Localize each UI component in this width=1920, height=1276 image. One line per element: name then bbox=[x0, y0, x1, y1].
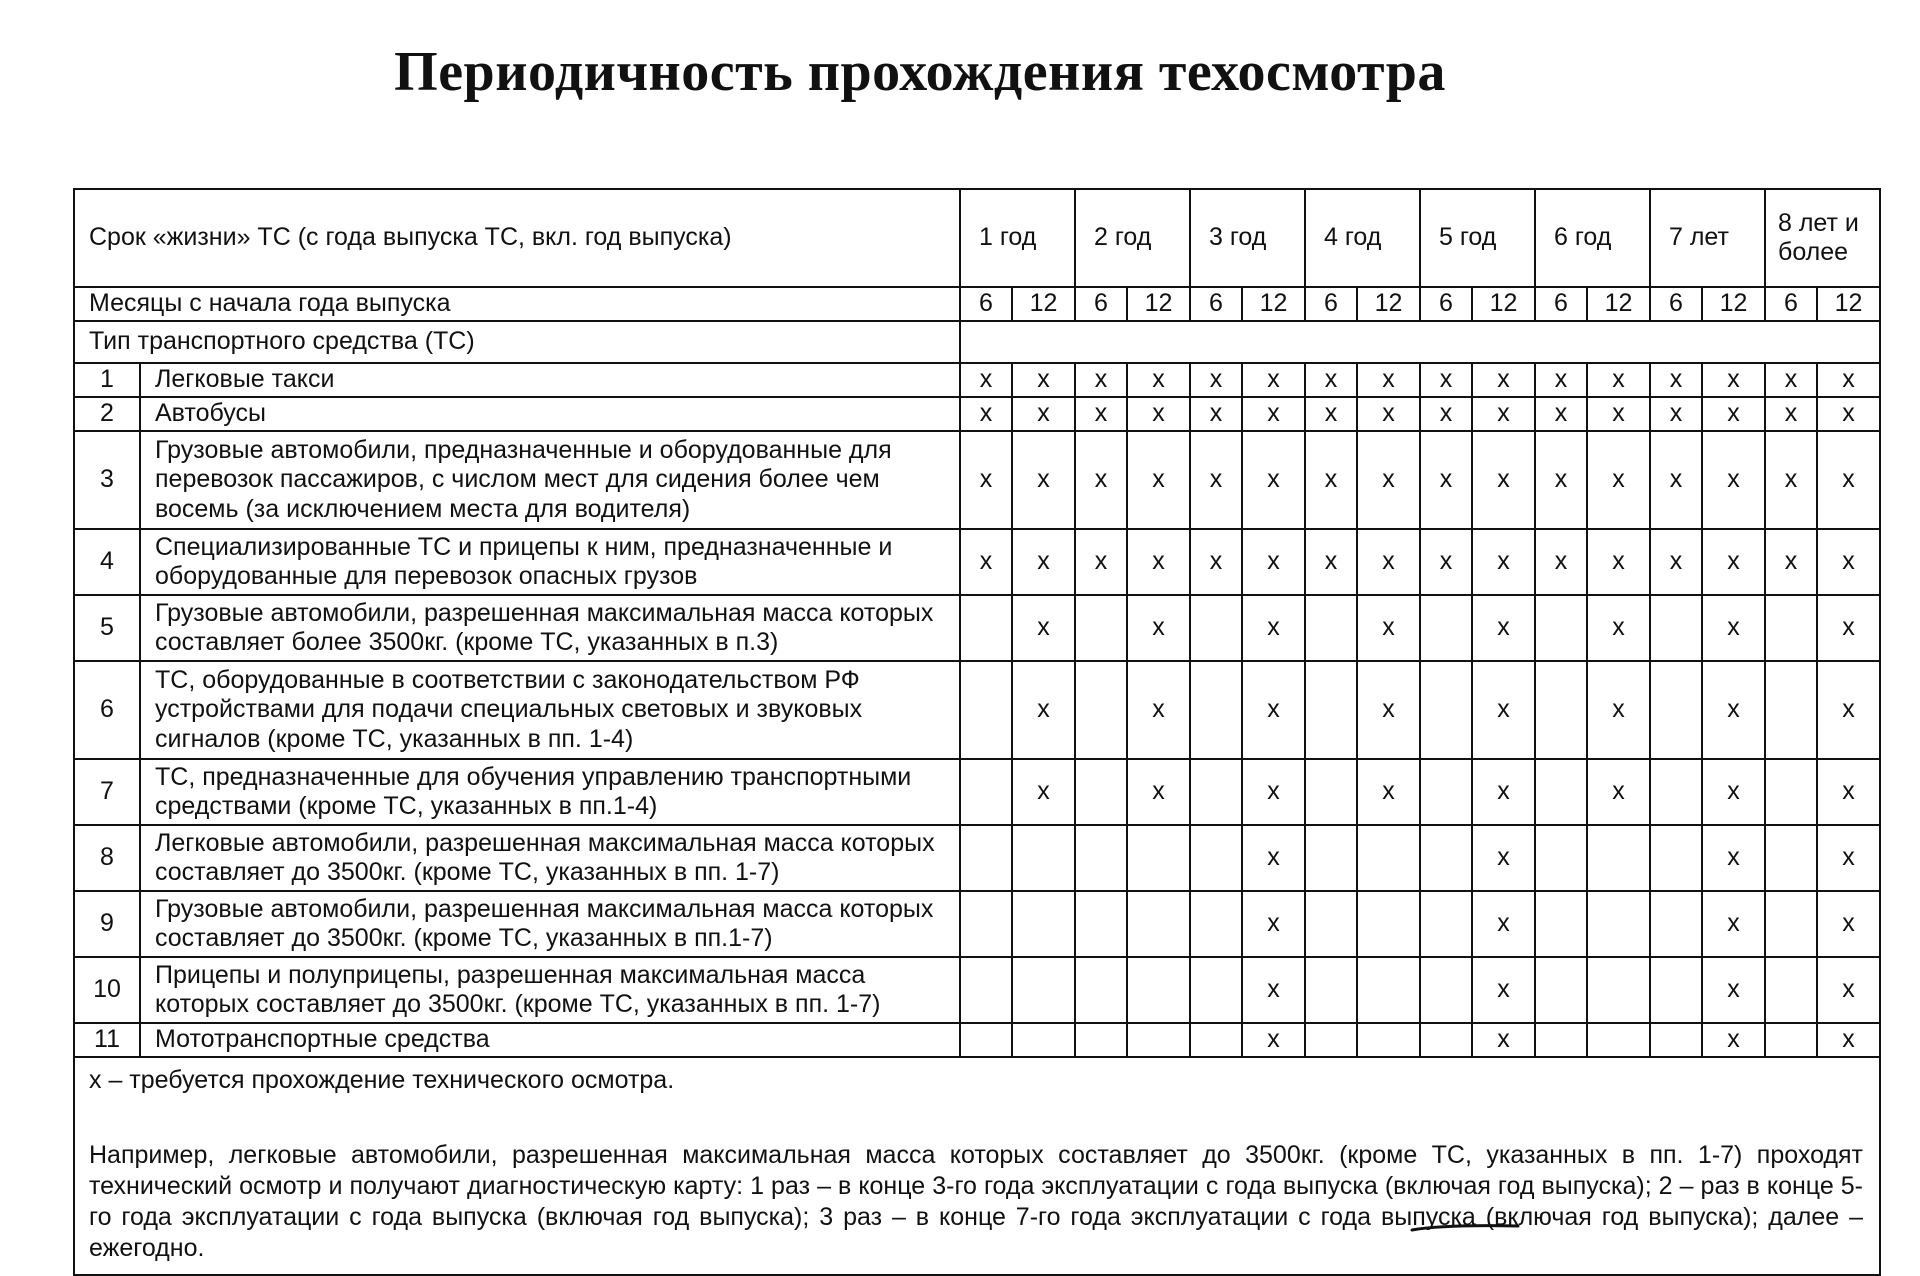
inspection-mark: x bbox=[1242, 661, 1305, 759]
inspection-mark: x bbox=[1817, 891, 1880, 957]
inspection-mark: x bbox=[1472, 431, 1535, 529]
inspection-mark: x bbox=[1587, 431, 1650, 529]
month-header-cell: 6 bbox=[1765, 287, 1817, 321]
inspection-mark: x bbox=[1420, 397, 1472, 431]
inspection-mark: x bbox=[1242, 891, 1305, 957]
inspection-mark: x bbox=[1075, 529, 1127, 595]
inspection-mark: x bbox=[1587, 595, 1650, 661]
empty-cell bbox=[1765, 1023, 1817, 1057]
vehicle-type: ТС, предназначенные для обучения управлению транспортными средствами (кроме ТС, указанных в пп.1-4) bbox=[140, 759, 960, 825]
row-number: 10 bbox=[74, 957, 140, 1023]
inspection-mark: x bbox=[1587, 397, 1650, 431]
empty-cell bbox=[1075, 759, 1127, 825]
inspection-table bbox=[73, 188, 1881, 1276]
table-row bbox=[74, 529, 1880, 595]
inspection-mark: x bbox=[1242, 595, 1305, 661]
vehicle-rows bbox=[74, 363, 1880, 1057]
vehicle-type: Специализированные ТС и прицепы к ним, предназначенные и оборудованные для перевозок опасных грузов bbox=[140, 529, 960, 595]
inspection-mark: x bbox=[1650, 363, 1702, 397]
inspection-mark: x bbox=[1420, 363, 1472, 397]
empty-cell bbox=[1420, 1023, 1472, 1057]
empty-cell bbox=[1305, 825, 1357, 891]
empty-cell bbox=[960, 957, 1012, 1023]
inspection-mark: x bbox=[1012, 431, 1075, 529]
empty-cell bbox=[1075, 595, 1127, 661]
inspection-mark: x bbox=[1702, 825, 1765, 891]
month-header-cell: 6 bbox=[1190, 287, 1242, 321]
inspection-mark: x bbox=[1702, 529, 1765, 595]
empty-cell bbox=[1127, 891, 1190, 957]
inspection-mark: x bbox=[1357, 431, 1420, 529]
empty-cell bbox=[1012, 957, 1075, 1023]
empty-cell bbox=[1420, 957, 1472, 1023]
empty-cell bbox=[1190, 661, 1242, 759]
inspection-mark: x bbox=[1472, 759, 1535, 825]
inspection-mark: x bbox=[1242, 397, 1305, 431]
inspection-mark: x bbox=[1535, 431, 1587, 529]
empty-cell bbox=[1650, 957, 1702, 1023]
empty-cell bbox=[1765, 825, 1817, 891]
month-header-cell: 6 bbox=[1075, 287, 1127, 321]
year-header: 8 лет и более bbox=[1765, 189, 1880, 287]
empty-cell bbox=[1587, 891, 1650, 957]
table-row bbox=[74, 891, 1880, 957]
type-header-row bbox=[74, 321, 1880, 363]
inspection-mark: x bbox=[1587, 363, 1650, 397]
empty-cell bbox=[1305, 1023, 1357, 1057]
inspection-mark: x bbox=[1817, 825, 1880, 891]
year-header: 1 год bbox=[960, 189, 1075, 287]
table-row bbox=[74, 957, 1880, 1023]
row-number: 4 bbox=[74, 529, 140, 595]
inspection-mark: x bbox=[1535, 397, 1587, 431]
empty-cell bbox=[1190, 759, 1242, 825]
inspection-mark: x bbox=[1817, 1023, 1880, 1057]
type-label: Тип транспортного средства (ТС) bbox=[74, 321, 960, 363]
empty-cell bbox=[1535, 957, 1587, 1023]
inspection-mark: x bbox=[1817, 397, 1880, 431]
inspection-mark: x bbox=[1305, 397, 1357, 431]
page-title: Периодичность прохождения техосмотра bbox=[394, 41, 1446, 103]
lifespan-label: Срок «жизни» ТС (с года выпуска ТС, вкл. год выпуска) bbox=[74, 189, 960, 287]
years-header-row bbox=[74, 189, 1880, 287]
empty-cell bbox=[1765, 595, 1817, 661]
inspection-mark: x bbox=[1012, 661, 1075, 759]
inspection-mark: x bbox=[1587, 529, 1650, 595]
inspection-mark: x bbox=[960, 529, 1012, 595]
empty-cell bbox=[1075, 661, 1127, 759]
inspection-mark: x bbox=[1357, 759, 1420, 825]
month-header-cell: 12 bbox=[1817, 287, 1880, 321]
table-row bbox=[74, 661, 1880, 759]
inspection-mark: x bbox=[1765, 529, 1817, 595]
empty-cell bbox=[1190, 595, 1242, 661]
inspection-mark: x bbox=[1472, 661, 1535, 759]
empty-cell bbox=[1420, 661, 1472, 759]
inspection-mark: x bbox=[1420, 529, 1472, 595]
empty-cell bbox=[1535, 661, 1587, 759]
empty-cell bbox=[1357, 957, 1420, 1023]
row-number: 1 bbox=[74, 363, 140, 397]
empty-cell bbox=[1535, 759, 1587, 825]
months-label: Месяцы с начала года выпуска bbox=[74, 287, 960, 321]
month-header-cell: 12 bbox=[1587, 287, 1650, 321]
row-number: 9 bbox=[74, 891, 140, 957]
empty-cell bbox=[1420, 825, 1472, 891]
empty-cell bbox=[1535, 891, 1587, 957]
inspection-mark: x bbox=[1242, 363, 1305, 397]
inspection-mark: x bbox=[1075, 431, 1127, 529]
inspection-mark: x bbox=[1472, 891, 1535, 957]
month-header-cell: 12 bbox=[1012, 287, 1075, 321]
year-header: 6 год bbox=[1535, 189, 1650, 287]
inspection-mark: x bbox=[960, 397, 1012, 431]
table-row bbox=[74, 397, 1880, 431]
empty-cell bbox=[1650, 759, 1702, 825]
empty-cell bbox=[1587, 1023, 1650, 1057]
empty-cell bbox=[1012, 891, 1075, 957]
inspection-mark: x bbox=[1472, 957, 1535, 1023]
inspection-mark: x bbox=[1127, 363, 1190, 397]
inspection-mark: x bbox=[1702, 957, 1765, 1023]
inspection-mark: x bbox=[1817, 595, 1880, 661]
row-number: 3 bbox=[74, 431, 140, 529]
month-header-cell: 6 bbox=[1535, 287, 1587, 321]
inspection-mark: x bbox=[1075, 397, 1127, 431]
inspection-mark: x bbox=[1702, 595, 1765, 661]
table-row bbox=[74, 825, 1880, 891]
empty-cell bbox=[1127, 825, 1190, 891]
empty-cell bbox=[1587, 957, 1650, 1023]
empty-cell bbox=[1765, 957, 1817, 1023]
inspection-mark: x bbox=[1242, 529, 1305, 595]
inspection-mark: x bbox=[1012, 529, 1075, 595]
inspection-mark: x bbox=[1190, 363, 1242, 397]
table-row bbox=[74, 431, 1880, 529]
empty-cell bbox=[1535, 1023, 1587, 1057]
inspection-mark: x bbox=[1472, 397, 1535, 431]
month-header-cell: 12 bbox=[1127, 287, 1190, 321]
empty-cell bbox=[1075, 891, 1127, 957]
inspection-mark: x bbox=[960, 363, 1012, 397]
month-header-cell: 12 bbox=[1472, 287, 1535, 321]
inspection-mark: x bbox=[1472, 825, 1535, 891]
empty-cell bbox=[1650, 1023, 1702, 1057]
inspection-mark: x bbox=[1472, 363, 1535, 397]
inspection-mark: x bbox=[1817, 529, 1880, 595]
inspection-mark: x bbox=[1357, 661, 1420, 759]
vehicle-type: Легковые такси bbox=[140, 363, 960, 397]
year-header: 3 год bbox=[1190, 189, 1305, 287]
empty-cell bbox=[960, 595, 1012, 661]
inspection-mark: x bbox=[1242, 759, 1305, 825]
year-header: 4 год bbox=[1305, 189, 1420, 287]
inspection-mark: x bbox=[1535, 363, 1587, 397]
empty-cell bbox=[1765, 759, 1817, 825]
empty-cell bbox=[1012, 825, 1075, 891]
row-number: 7 bbox=[74, 759, 140, 825]
inspection-mark: x bbox=[1242, 957, 1305, 1023]
inspection-mark: x bbox=[1357, 397, 1420, 431]
empty-cell bbox=[1305, 595, 1357, 661]
inspection-mark: x bbox=[1242, 825, 1305, 891]
inspection-mark: x bbox=[1587, 661, 1650, 759]
row-number: 6 bbox=[74, 661, 140, 759]
empty-cell bbox=[960, 1023, 1012, 1057]
inspection-mark: x bbox=[1127, 529, 1190, 595]
table-row bbox=[74, 595, 1880, 661]
inspection-mark: x bbox=[1127, 595, 1190, 661]
inspection-mark: x bbox=[1702, 759, 1765, 825]
empty-cell bbox=[1305, 891, 1357, 957]
month-header-cell: 12 bbox=[1702, 287, 1765, 321]
vehicle-type: Грузовые автомобили, разрешенная максимальная масса которых составляет более 3500кг. (кроме ТС, указанных в п.3) bbox=[140, 595, 960, 661]
year-header: 5 год bbox=[1420, 189, 1535, 287]
inspection-mark: x bbox=[1472, 529, 1535, 595]
inspection-mark: x bbox=[1357, 529, 1420, 595]
empty-cell bbox=[1075, 957, 1127, 1023]
month-header-cell: 12 bbox=[1242, 287, 1305, 321]
type-header-blank bbox=[960, 321, 1880, 363]
empty-cell bbox=[1127, 1023, 1190, 1057]
inspection-mark: x bbox=[1305, 529, 1357, 595]
empty-cell bbox=[1075, 1023, 1127, 1057]
month-header-cell: 12 bbox=[1357, 287, 1420, 321]
table-row bbox=[74, 759, 1880, 825]
empty-cell bbox=[1190, 957, 1242, 1023]
month-header-cell: 6 bbox=[960, 287, 1012, 321]
empty-cell bbox=[1305, 661, 1357, 759]
inspection-mark: x bbox=[1765, 431, 1817, 529]
legend-text: x – требуется прохождение технического осмотра. bbox=[89, 1066, 675, 1094]
inspection-mark: x bbox=[1127, 661, 1190, 759]
empty-cell bbox=[1305, 759, 1357, 825]
empty-cell bbox=[1420, 759, 1472, 825]
vehicle-type: Автобусы bbox=[140, 397, 960, 431]
table-row bbox=[74, 1023, 1880, 1057]
row-number: 5 bbox=[74, 595, 140, 661]
inspection-mark: x bbox=[1702, 891, 1765, 957]
empty-cell bbox=[1420, 891, 1472, 957]
inspection-mark: x bbox=[1357, 363, 1420, 397]
vehicle-type: Легковые автомобили, разрешенная максимальная масса которых составляет до 3500кг. (кроме ТС, указанных в пп. 1-7) bbox=[140, 825, 960, 891]
empty-cell bbox=[1535, 825, 1587, 891]
inspection-mark: x bbox=[1702, 363, 1765, 397]
inspection-mark: x bbox=[1190, 397, 1242, 431]
empty-cell bbox=[1765, 661, 1817, 759]
empty-cell bbox=[1357, 891, 1420, 957]
empty-cell bbox=[1535, 595, 1587, 661]
vehicle-type: Мототранспортные средства bbox=[140, 1023, 960, 1057]
inspection-mark: x bbox=[1702, 431, 1765, 529]
empty-cell bbox=[1650, 661, 1702, 759]
month-header-cell: 6 bbox=[1420, 287, 1472, 321]
row-number: 8 bbox=[74, 825, 140, 891]
inspection-mark: x bbox=[1472, 1023, 1535, 1057]
empty-cell bbox=[1190, 825, 1242, 891]
inspection-mark: x bbox=[1357, 595, 1420, 661]
vehicle-type: Прицепы и полуприцепы, разрешенная максимальная масса которых составляет до 3500кг. (кроме ТС, указанных в пп. 1-7) bbox=[140, 957, 960, 1023]
inspection-mark: x bbox=[1012, 363, 1075, 397]
empty-cell bbox=[1127, 957, 1190, 1023]
inspection-mark: x bbox=[1190, 529, 1242, 595]
inspection-mark: x bbox=[1650, 431, 1702, 529]
empty-cell bbox=[1075, 825, 1127, 891]
inspection-mark: x bbox=[1420, 431, 1472, 529]
example-text: Например, легковые автомобили, разрешенная максимальная масса которых составляет до 3500кг. (кроме ТС, указанных в пп. 1-7) проходят технический осмотр и получают диагностическую карту: 1 раз – в конце 3-го года эксплуатации с года выпуска (включая год выпуска); 2 – раз в конце 5-го года эксплуатации с года выпуска (включая год выпуска); 3 раз – в конце 7-го года эксплуатации с года выпуска (включая год выпуска); далее – ежегодно. bbox=[89, 1140, 1863, 1262]
inspection-mark: x bbox=[1702, 661, 1765, 759]
empty-cell bbox=[960, 661, 1012, 759]
inspection-mark: x bbox=[1817, 431, 1880, 529]
inspection-mark: x bbox=[1765, 363, 1817, 397]
vehicle-type: ТС, оборудованные в соответствии с законодательством РФ устройствами для подачи специальных световых и звуковых сигналов (кроме ТС, указанных в пп. 1-4) bbox=[140, 661, 960, 759]
month-header-cell: 6 bbox=[1650, 287, 1702, 321]
inspection-mark: x bbox=[1012, 759, 1075, 825]
empty-cell bbox=[960, 891, 1012, 957]
empty-cell bbox=[1420, 595, 1472, 661]
empty-cell bbox=[1650, 595, 1702, 661]
table-row bbox=[74, 363, 1880, 397]
vehicle-type: Грузовые автомобили, разрешенная максимальная масса которых составляет до 3500кг. (кроме ТС, указанных в пп.1-7) bbox=[140, 891, 960, 957]
inspection-mark: x bbox=[960, 431, 1012, 529]
inspection-mark: x bbox=[1305, 431, 1357, 529]
empty-cell bbox=[1650, 825, 1702, 891]
inspection-mark: x bbox=[1765, 397, 1817, 431]
empty-cell bbox=[1650, 891, 1702, 957]
inspection-mark: x bbox=[1650, 529, 1702, 595]
inspection-mark: x bbox=[1242, 1023, 1305, 1057]
row-number: 11 bbox=[74, 1023, 140, 1057]
inspection-mark: x bbox=[1535, 529, 1587, 595]
inspection-mark: x bbox=[1587, 759, 1650, 825]
empty-cell bbox=[1305, 957, 1357, 1023]
inspection-mark: x bbox=[1305, 363, 1357, 397]
inspection-mark: x bbox=[1012, 397, 1075, 431]
inspection-mark: x bbox=[1702, 397, 1765, 431]
months-header-row bbox=[74, 287, 1880, 321]
inspection-mark: x bbox=[1075, 363, 1127, 397]
empty-cell bbox=[1357, 825, 1420, 891]
inspection-mark: x bbox=[1242, 431, 1305, 529]
inspection-mark: x bbox=[1817, 363, 1880, 397]
year-header: 7 лет bbox=[1650, 189, 1765, 287]
inspection-mark: x bbox=[1190, 431, 1242, 529]
empty-cell bbox=[1190, 891, 1242, 957]
vehicle-type: Грузовые автомобили, предназначенные и оборудованные для перевозок пассажиров, с числом мест для сидения более чем восемь (за исключением места для водителя) bbox=[140, 431, 960, 529]
year-header: 2 год bbox=[1075, 189, 1190, 287]
empty-cell bbox=[1190, 1023, 1242, 1057]
inspection-mark: x bbox=[1012, 595, 1075, 661]
month-header-cell: 6 bbox=[1305, 287, 1357, 321]
inspection-mark: x bbox=[1472, 595, 1535, 661]
handwritten-underline bbox=[1410, 1223, 1520, 1233]
inspection-mark: x bbox=[1127, 431, 1190, 529]
inspection-mark: x bbox=[1817, 661, 1880, 759]
row-number: 2 bbox=[74, 397, 140, 431]
inspection-mark: x bbox=[1127, 759, 1190, 825]
inspection-mark: x bbox=[1817, 957, 1880, 1023]
inspection-mark: x bbox=[1650, 397, 1702, 431]
empty-cell bbox=[1357, 1023, 1420, 1057]
inspection-mark: x bbox=[1702, 1023, 1765, 1057]
empty-cell bbox=[1587, 825, 1650, 891]
inspection-mark: x bbox=[1817, 759, 1880, 825]
inspection-mark: x bbox=[1127, 397, 1190, 431]
empty-cell bbox=[960, 825, 1012, 891]
empty-cell bbox=[1765, 891, 1817, 957]
empty-cell bbox=[1012, 1023, 1075, 1057]
empty-cell bbox=[960, 759, 1012, 825]
